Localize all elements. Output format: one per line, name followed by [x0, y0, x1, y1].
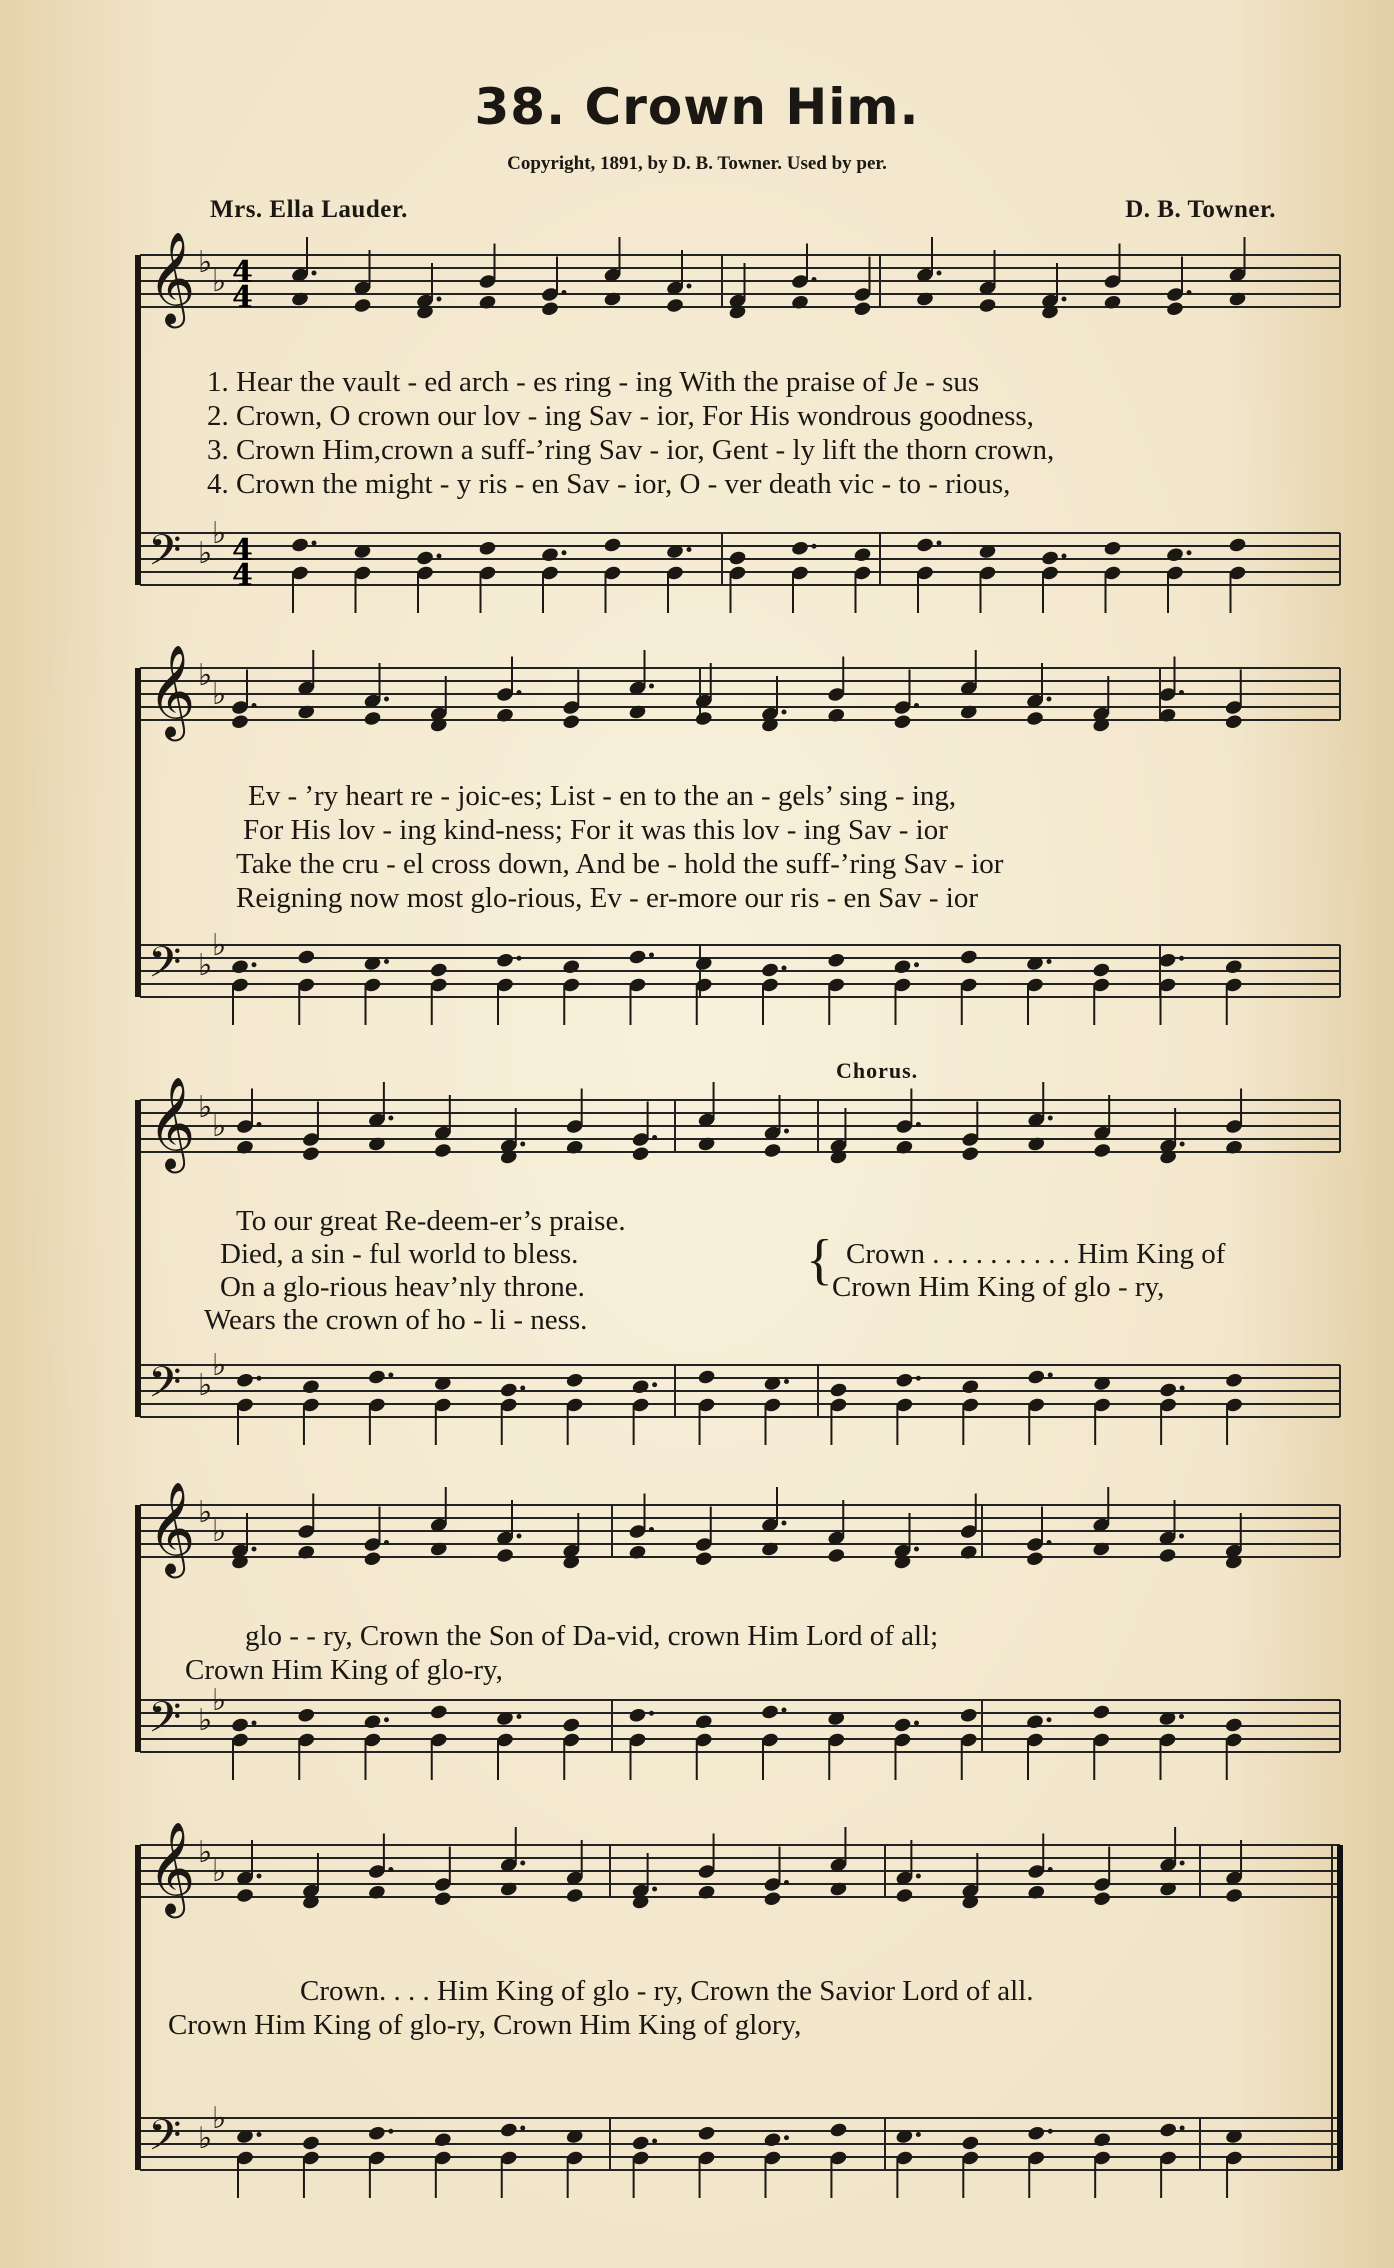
- dot: [517, 1714, 522, 1719]
- dot: [520, 1861, 525, 1866]
- note-head: [631, 1378, 650, 1395]
- note-head: [478, 540, 497, 557]
- note-head: [290, 537, 309, 554]
- lyric-line-1: 1. Hear the vault - ed arch - es ring - ing With the praise of Je - sus: [207, 366, 980, 398]
- note-head: [540, 546, 559, 563]
- dot: [252, 1547, 257, 1552]
- dot: [916, 1122, 921, 1127]
- flat-icon: ♭: [212, 677, 227, 712]
- note-head: [915, 537, 934, 554]
- dot: [257, 1874, 262, 1879]
- note-head: [694, 710, 713, 727]
- note-head: [961, 2135, 980, 2152]
- lyric-line-4: Reigning now most glo-rious, Ev - er-more our ris - en Sav - ior: [236, 882, 979, 914]
- note-head: [961, 1378, 980, 1395]
- dot: [384, 697, 389, 702]
- dot: [520, 2126, 525, 2131]
- note-head: [565, 1139, 584, 1156]
- dot: [520, 1142, 525, 1147]
- note-head: [893, 713, 912, 730]
- treble-clef-icon: 𝄞: [148, 1076, 196, 1169]
- dot: [782, 710, 787, 715]
- note-head: [1165, 546, 1184, 563]
- note-head: [230, 1717, 249, 1734]
- flat-icon: ♭: [198, 1703, 213, 1738]
- note-head: [790, 294, 809, 311]
- dot: [649, 953, 654, 958]
- note-head: [628, 949, 647, 966]
- note-head: [297, 949, 316, 966]
- dot: [1048, 1116, 1053, 1121]
- note-head: [565, 1372, 584, 1389]
- dot: [1062, 554, 1067, 559]
- dot: [784, 1379, 789, 1384]
- dot: [784, 1880, 789, 1885]
- note-head: [297, 1544, 316, 1561]
- dot: [652, 1887, 657, 1892]
- flat-icon: ♭: [212, 1109, 227, 1144]
- note-head: [297, 1707, 316, 1724]
- note-head: [978, 297, 997, 314]
- dot: [914, 1721, 919, 1726]
- flat-icon: ♭: [198, 1495, 213, 1530]
- note-head: [827, 707, 846, 724]
- dot: [1180, 2126, 1185, 2131]
- note-head: [367, 2125, 386, 2142]
- dot: [257, 1376, 262, 1381]
- lyric-line-1: Ev - ’ry heart re - joic-es; List - en to the an - gels’ sing - ing,: [248, 780, 957, 812]
- dot: [1179, 1534, 1184, 1539]
- note-head: [562, 713, 581, 730]
- flat-icon: ♭: [198, 658, 213, 693]
- note-head: [235, 1139, 254, 1156]
- note-head: [1103, 294, 1122, 311]
- dot: [437, 297, 442, 302]
- dot: [384, 1540, 389, 1545]
- note-head: [433, 1890, 452, 1907]
- note-head: [895, 1887, 914, 1904]
- note-head: [1093, 1890, 1112, 1907]
- note-head: [1224, 1717, 1243, 1734]
- lyric-line-1: To our great Re-deem-er’s praise.: [236, 1205, 626, 1237]
- flat-icon: ♭: [212, 1348, 227, 1383]
- flat-icon: ♭: [212, 1514, 227, 1549]
- note-head: [499, 2122, 518, 2139]
- note-head: [959, 949, 978, 966]
- note-head: [1224, 1372, 1243, 1389]
- dot: [1180, 1142, 1185, 1147]
- bass-clef-icon: 𝄢: [148, 938, 182, 998]
- dot: [652, 1135, 657, 1140]
- note-head: [853, 546, 872, 563]
- note-head: [1158, 1547, 1177, 1564]
- note-head: [829, 2122, 848, 2139]
- note-head: [959, 1544, 978, 1561]
- lyric-line-2: For His lov - ing kind-ness; For it was this lov - ing Sav - ior: [243, 814, 948, 846]
- chorus-label: Chorus.: [836, 1058, 919, 1083]
- dot: [562, 550, 567, 555]
- note-head: [694, 1713, 713, 1730]
- note-head: [827, 1547, 846, 1564]
- time-signature: 4: [232, 280, 253, 315]
- note-head: [665, 297, 684, 314]
- dot: [649, 1711, 654, 1716]
- bass-clef-icon: 𝄢: [148, 1693, 182, 1753]
- note-head: [829, 1382, 848, 1399]
- note-head: [540, 300, 559, 317]
- flat-icon: ♭: [198, 245, 213, 280]
- note-head: [363, 710, 382, 727]
- note-head: [961, 1145, 980, 1162]
- treble-clef-icon: 𝄞: [148, 1481, 196, 1574]
- dot: [384, 959, 389, 964]
- note-head: [495, 952, 514, 969]
- lyric-line-4: 4. Crown the might - y ris - en Sav - ior, O - ver death vic - to - rious,: [207, 468, 1011, 500]
- note-head: [1224, 1887, 1243, 1904]
- note-head: [893, 958, 912, 975]
- dot: [388, 1116, 393, 1121]
- dot: [1180, 1386, 1185, 1391]
- dot: [388, 2129, 393, 2134]
- note-head: [1224, 958, 1243, 975]
- flat-icon: ♭: [212, 264, 227, 299]
- note-head: [893, 1717, 912, 1734]
- note-head: [1092, 962, 1111, 979]
- note-head: [959, 1707, 978, 1724]
- note-head: [433, 1142, 452, 1159]
- lyric-line-1: Crown. . . . Him King of glo - ry, Crown the Savior Lord of all.: [300, 1975, 1034, 2007]
- note-head: [429, 1704, 448, 1721]
- dot: [1048, 2129, 1053, 2134]
- note-head: [1093, 2131, 1112, 2148]
- note-head: [363, 1713, 382, 1730]
- note-head: [763, 2131, 782, 2148]
- note-head: [230, 958, 249, 975]
- dot: [1047, 1717, 1052, 1722]
- note-head: [433, 2131, 452, 2148]
- dot: [784, 2135, 789, 2140]
- note-head: [478, 294, 497, 311]
- lyric-line-2: 2. Crown, O crown our lov - ing Sav - ior, For His wondrous goodness,: [207, 400, 1034, 432]
- note-head: [1159, 1382, 1178, 1399]
- flat-icon: ♭: [198, 948, 213, 983]
- dot: [916, 1376, 921, 1381]
- lyric-line-1: glo - - ry, Crown the Son of Da-vid, crown Him Lord of all;: [245, 1620, 939, 1652]
- composer-credit: D. B. Towner.: [1125, 196, 1276, 223]
- dot: [916, 1874, 921, 1879]
- note-head: [1159, 2122, 1178, 2139]
- note-head: [230, 713, 249, 730]
- dot: [252, 962, 257, 967]
- dot: [517, 1534, 522, 1539]
- lyric-line-3: 3. Crown Him,crown a suff-’ring Sav - ior, Gent - ly lift the thorn crown,: [207, 434, 1055, 466]
- bass-clef-icon: 𝄢: [148, 2111, 182, 2171]
- flat-icon: ♭: [198, 1368, 213, 1403]
- dot: [388, 1867, 393, 1872]
- note-head: [895, 1372, 914, 1389]
- dot: [384, 1717, 389, 1722]
- note-head: [631, 2135, 650, 2152]
- note-head: [353, 297, 372, 314]
- chorus-line-2: Crown Him King of glo - ry,: [832, 1271, 1165, 1303]
- flat-icon: ♭: [212, 1683, 227, 1718]
- note-head: [367, 1369, 386, 1386]
- flat-icon: ♭: [212, 1854, 227, 1889]
- note-head: [628, 1544, 647, 1561]
- hymn-number: 38.: [474, 78, 567, 136]
- note-head: [763, 1142, 782, 1159]
- lyric-line-2: Died, a sin - ful world to bless.: [220, 1238, 579, 1270]
- note-head: [697, 1884, 716, 1901]
- note-head: [631, 1145, 650, 1162]
- dot: [784, 1129, 789, 1134]
- flat-icon: ♭: [198, 536, 213, 571]
- dot: [520, 1386, 525, 1391]
- dot: [1179, 956, 1184, 961]
- note-head: [367, 1884, 386, 1901]
- treble-clef-icon: 𝄞: [148, 231, 196, 324]
- flat-icon: ♭: [212, 2101, 227, 2136]
- dot: [914, 962, 919, 967]
- dot: [257, 2132, 262, 2137]
- dot: [1180, 1861, 1185, 1866]
- lyric-line-3: On a glo-rious heav’nly throne.: [220, 1271, 585, 1303]
- note-head: [760, 1704, 779, 1721]
- note-head: [790, 540, 809, 557]
- dot: [812, 544, 817, 549]
- dot: [812, 277, 817, 282]
- dot: [437, 554, 442, 559]
- lyric-line-2: Crown Him King of glo-ry, Crown Him King of glory,: [168, 2009, 802, 2041]
- note-head: [628, 1707, 647, 1724]
- note-head: [235, 1887, 254, 1904]
- note-head: [235, 1372, 254, 1389]
- note-head: [1165, 300, 1184, 317]
- note-head: [562, 1717, 581, 1734]
- flat-icon: ♭: [198, 1835, 213, 1870]
- note-head: [1224, 1139, 1243, 1156]
- note-head: [363, 1550, 382, 1567]
- time-signature: 4: [232, 558, 253, 593]
- note-head: [1027, 1369, 1046, 1386]
- lyric-line-4: Wears the crown of ho - li - ness.: [204, 1304, 588, 1336]
- note-head: [1025, 1550, 1044, 1567]
- dot: [252, 1721, 257, 1726]
- dot: [1047, 697, 1052, 702]
- lyric-line-3: Take the cru - el cross down, And be - hold the suff-’ring Sav - ior: [236, 848, 1004, 880]
- dot: [687, 547, 692, 552]
- dot: [649, 1527, 654, 1532]
- dot: [687, 284, 692, 289]
- treble-clef-icon: 𝄞: [148, 644, 196, 737]
- dot: [916, 2132, 921, 2137]
- dot: [517, 956, 522, 961]
- note-head: [499, 1382, 518, 1399]
- flat-icon: ♭: [212, 516, 227, 551]
- time-signature: 4: [232, 255, 253, 290]
- dot: [252, 703, 257, 708]
- dot: [914, 1547, 919, 1552]
- note-head: [603, 537, 622, 554]
- note-head: [1025, 1713, 1044, 1730]
- note-head: [301, 1378, 320, 1395]
- flat-icon: ♭: [198, 1090, 213, 1125]
- note-head: [763, 1890, 782, 1907]
- time-signature: 4: [232, 533, 253, 568]
- note-head: [760, 962, 779, 979]
- note-head: [853, 300, 872, 317]
- note-head: [895, 1139, 914, 1156]
- note-head: [697, 2125, 716, 2142]
- note-head: [1093, 1142, 1112, 1159]
- note-head: [1027, 1884, 1046, 1901]
- dot: [782, 966, 787, 971]
- note-head: [1228, 537, 1247, 554]
- note-head: [694, 1550, 713, 1567]
- chorus-line-1: Crown . . . . . . . . . . Him King of: [846, 1238, 1226, 1270]
- treble-clef-icon: 𝄞: [148, 1821, 196, 1914]
- note-head: [697, 1369, 716, 1386]
- dot: [1047, 959, 1052, 964]
- copyright-notice: Copyright, 1891, by D. B. Towner. Used by per.: [507, 153, 887, 174]
- note-head: [415, 550, 434, 567]
- note-head: [495, 707, 514, 724]
- note-head: [827, 952, 846, 969]
- note-head: [565, 1887, 584, 1904]
- lyric-line-2: Crown Him King of glo-ry,: [185, 1654, 503, 1686]
- dot: [1187, 290, 1192, 295]
- note-head: [301, 1145, 320, 1162]
- dot: [782, 1708, 787, 1713]
- dot: [649, 684, 654, 689]
- dot: [1179, 1714, 1184, 1719]
- bass-clef-icon: 𝄢: [148, 526, 182, 586]
- note-head: [1092, 1704, 1111, 1721]
- dot: [937, 271, 942, 276]
- dot: [652, 2139, 657, 2144]
- flat-icon: ♭: [198, 2121, 213, 2156]
- hymn-title: Crown Him.: [584, 78, 920, 136]
- note-head: [1224, 713, 1243, 730]
- dot: [1048, 1867, 1053, 1872]
- note-head: [562, 958, 581, 975]
- dot: [312, 271, 317, 276]
- dot: [652, 1382, 657, 1387]
- author-credit: Mrs. Ella Lauder.: [210, 196, 408, 223]
- note-head: [429, 962, 448, 979]
- dot: [1048, 1373, 1053, 1378]
- dot: [257, 1122, 262, 1127]
- dot: [782, 1521, 787, 1526]
- lyric-brace-top: {: [806, 1229, 833, 1291]
- note-head: [1027, 2125, 1046, 2142]
- dot: [1187, 550, 1192, 555]
- bass-clef-icon: 𝄢: [148, 1358, 182, 1418]
- dot: [1062, 297, 1067, 302]
- dot: [517, 690, 522, 695]
- dot: [914, 703, 919, 708]
- dot: [562, 290, 567, 295]
- dot: [388, 1373, 393, 1378]
- dot: [937, 541, 942, 546]
- dot: [1047, 1540, 1052, 1545]
- note-head: [495, 1547, 514, 1564]
- note-head: [1103, 540, 1122, 557]
- note-head: [1025, 710, 1044, 727]
- dot: [312, 541, 317, 546]
- flat-icon: ♭: [212, 928, 227, 963]
- note-head: [301, 2135, 320, 2152]
- dot: [1179, 690, 1184, 695]
- note-head: [728, 550, 747, 567]
- note-head: [1040, 550, 1059, 567]
